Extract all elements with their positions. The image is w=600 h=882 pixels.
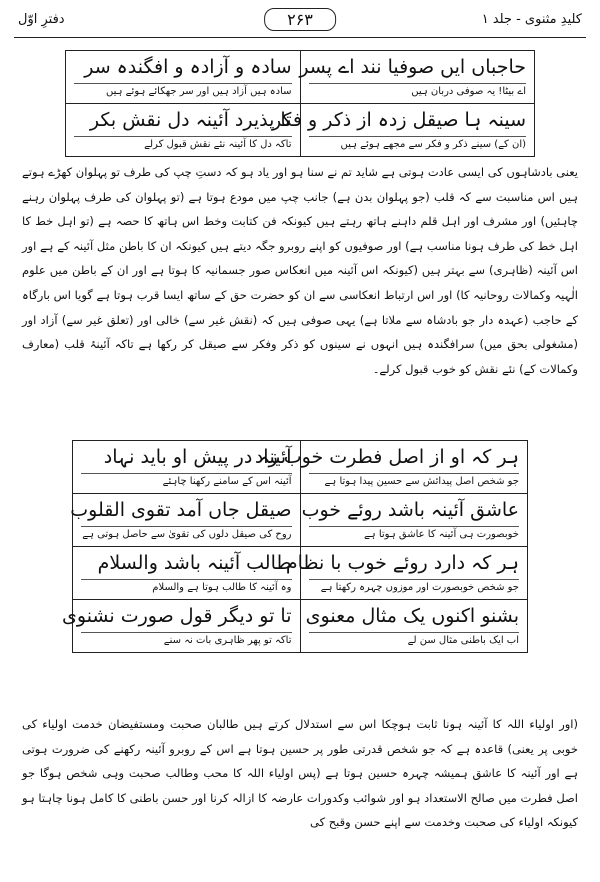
verse-row (73, 600, 528, 653)
verse-translation: جو شخص خوبصورت اور موزوں چہرہ رکھتا ہے (309, 579, 520, 596)
section-title: دفترِ اوّل (18, 12, 65, 27)
verse-cell-left (62, 600, 301, 653)
verse-translation: تاکہ دل کا آئینہ نئے نقش قبول کرلے (74, 136, 292, 153)
verse-cell-right (285, 547, 528, 600)
verse-text: عاشق آئینہ باشد روئے خوب (301, 499, 519, 521)
verse-text: تا پذیرد آئینہ دل نقش بکر (89, 109, 292, 131)
verse-cell-right (254, 441, 528, 494)
verse-translation: سادہ ہیں آزاد ہیں اور سر جھکائے ہوئے ہیں (74, 83, 292, 100)
verse-translation: وہ آئینہ کا طالب ہوتا ہے والسلام (81, 579, 292, 596)
verse-table-top (65, 50, 535, 157)
verse-cell-right (300, 600, 528, 653)
verse-cell-left (66, 51, 301, 104)
commentary-paragraph: یعنی بادشاہوں کی ایسی عادت ہوتی ہے شاید تم نے سنا ہو اور یاد ہو کہ دستِ چپ کی طرف تو پہلوان کھڑے ہوتے ہیں اس مناسبت سے کہ قلب (جو پہلوان بدن ہے) جانب چپ میں مودع ہوتا ہے (تو پہلوان کی طرف پہلوان رہنے چاہئیں) اور مشرف اور اہل قلم داہنے ہاتھ رہتے ہیں کیونکہ فن کتابت وخط اس ہاتھ کا حصہ ہے (تو اہل خط کا اہل خط کی طرف ہونا مناسب ہے) اور صوفیوں کو اپنے روبرو جگہ دیتے ہیں کیونکہ ان کا باطن مثل آئینہ کے ہے اور اس آئینہ (ظاہری) سے بہتر ہیں (کیونکہ اس آئینہ میں انعکاس صور جسمانیہ کا ہوتا ہے اور ان کے باطن میں علوم الٰہیہ وکمالات روحانیہ کا) اور اس ارتباط انعکاسی سے ان کو حضرت حق کے ساتھ ایسا قرب ہوتا ہے گویا اس بارگاہ کے حاجب (عہدہ دار جو بادشاہ سے ملاتا ہے) یہی صوفی ہیں کہ (نقش غیر سے) خالی اور (تعلق غیر سے) آزاد اور (مشغولی بحق میں) سرافگندہ ہیں انہوں نے سینوں کو ذکر وفکر سے صیقل کر رکھا ہے تاکہ آئینۂ قلب (معارف وکمالات کے) نئے نقش کو خوب قبول کرلے۔ (22, 165, 578, 376)
verse-row (73, 494, 528, 547)
verse-cell-right (300, 494, 528, 547)
verse-text: تا تو دیگر قول صورت نشنوی (62, 605, 292, 627)
book-title: کلیدِ مثنوی - جلد ۱ (481, 12, 582, 27)
verse-translation: روح کی صیقل دلوں کی تقویٰ سے حاصل ہوتی ہے (81, 526, 292, 543)
verse-translation: جو شخص اصل پیدائش سے حسین پیدا ہوتا ہے (309, 473, 520, 490)
verse-translation: تاکہ تو پھر ظاہری بات نہ سنے (81, 632, 292, 649)
verse-cell-left (70, 494, 301, 547)
header-rule (14, 37, 586, 38)
verse-translation: خوبصورت ہی آئینہ کا عاشق ہوتا ہے (309, 526, 520, 543)
verse-translation: اب ایک باطنی مثال سن لے (309, 632, 520, 649)
verse-cell-right (271, 104, 535, 157)
verse-text: طالب آئینہ باشد والسلام (97, 552, 292, 574)
verse-translation: (ان کے) سینے ذکر و فکر سے مجھے ہوئے ہیں (309, 136, 527, 153)
verse-row (73, 547, 528, 600)
commentary-paragraph: (اور اولیاء اللہ کا آئینہ ہونا ثابت ہوچکا اس سے استدلال کرتے ہیں طالبان صحبت ومستفیضان خدمت اولیاء کی خوبی پر یعنی) قاعدہ ہے کہ جو شخص قدرتی طور پر حسین ہوتا ہے اس کے روبرو آئینہ رکھنے کی ضرورت ہوتی ہے اور آئینہ کا عاشق ہمیشہ چہرہ حسین ہوتا ہے (پس اولیاء اللہ کا محب وطالب صحبت وہی شخص ہوگا جو اصل فطرت میں صالح الاستعداد ہو اور شوائب وکدورات عارضہ کا ازالہ کرنا اور حسن باطنی کا کامل ہونا چاہتا ہو کیونکہ اولیاء کی صحبت وخدمت سے اپنے حسن وقبح کی (22, 717, 578, 830)
verse-table-bottom (62, 440, 528, 653)
verse-text: سینہ ہا صیقل زدہ از ذکر و فکر (271, 109, 526, 131)
verse-text: حاجباں ایں صوفیا نند اے پسر (299, 56, 526, 78)
verse-row (66, 51, 535, 104)
verse-row (66, 104, 535, 157)
verse-translation: اے بیٹا! یہ صوفی دربان ہیں (309, 83, 527, 100)
verse-text: بشنو اکنوں یک مثال معنوی (305, 605, 519, 627)
verse-text: آئینہ در پیش او باید نہاد (103, 446, 292, 468)
verse-text: ہر کہ او از اصل فطرت خوب زاد (254, 446, 519, 468)
verse-cell-right (300, 51, 535, 104)
verse-text: ہر کہ دارد روئے خوب با نظام (285, 552, 519, 574)
verse-text: سادہ و آزادہ و افگندہ سر (84, 56, 292, 78)
page-number: ۲۶۳ (264, 8, 336, 31)
verse-cell-left (73, 547, 301, 600)
verse-text: صیقل جاں آمد تقوی القلوب (70, 499, 292, 521)
page-header (14, 8, 586, 38)
verse-translation: آئینہ اس کے سامنے رکھنا چاہئے (81, 473, 292, 490)
verse-cell-left (73, 441, 301, 494)
verse-row (73, 441, 528, 494)
verse-cell-left (66, 104, 301, 157)
